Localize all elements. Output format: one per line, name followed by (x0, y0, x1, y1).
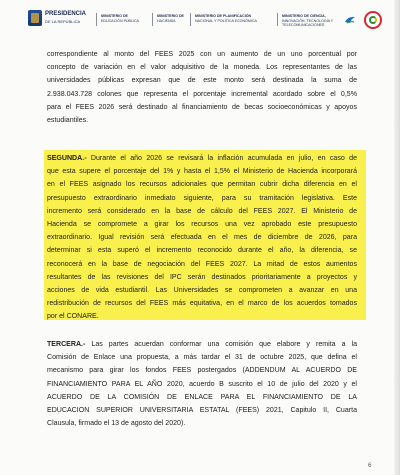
paragraph-first (47, 48, 357, 127)
text-line: por el CONARE. (47, 313, 99, 321)
text-line: concepto de variación en el valor adquisitivo de la moneda. Los representantes de las (47, 64, 357, 72)
text-line: Comisión de Enlace una propuesta, a más tardar el 31 de octubre 2025, que defina el (47, 354, 357, 362)
page-edge-shadow (394, 0, 400, 475)
text-line: determinar si esta superó el incremento reconocido durante el año, la diferencia, se (47, 247, 357, 255)
ministry-mep: MINISTERIO DE EDUCACIÓN PÚBLICA (101, 14, 139, 23)
text-line: ACUERDO DE LA COMISIÓN DE ENLACE PARA EL FINANCIAMIENTO DE LA (47, 393, 357, 401)
header-divider (96, 13, 97, 26)
clause-segunda (47, 152, 357, 324)
text-line: para el FEES 2026 será destinado al financiamiento de becas socioeconómicas y apoyos (47, 103, 357, 111)
text-line: TERCERA.- Las partes acuerdan conformar una comisión que elabore y remita a la (47, 341, 357, 348)
presidencia-logo (28, 10, 86, 26)
clause-tercera (47, 338, 357, 430)
text-line: en el FEES asignado los recursos adicionales que permitan cubrir dicha diferencia en el (47, 181, 357, 189)
text-line: Hacienda se compromete a girar los recursos una vez aprobado este presupuesto (47, 221, 357, 229)
header-divider (152, 13, 153, 26)
text-line: correspondiente al monto del FEES 2025 con un aumento de un uno porcentual por (47, 51, 357, 58)
coat-of-arms-icon (28, 10, 42, 26)
page-number: 6 (368, 463, 372, 469)
institution-circle-logo-icon (364, 11, 382, 29)
ministry-micitt: MINISTERIO DE CIENCIA, INNOVACIÓN, TECNOLOGÍA Y TELECOMUNICACIONES (282, 14, 334, 27)
text-line: incremento será considerado en la base de cálculo del FEES 2027. El Ministerio de (47, 207, 357, 215)
text-line: FINANCIAMIENTO PARA EL AÑO 2020, acuerdo B suscrito el 10 de julio del 2020 y el (47, 380, 357, 388)
text-line: redistribución de recursos del FEES más equitativa, en el marco de los acuerdos tomados (47, 300, 357, 308)
text-line: extraordinario. Igual revisión será efectuada en el mes de diciembre de 2026, para (47, 234, 357, 242)
bird-logo-icon (344, 14, 356, 26)
text-line: estudiantiles. (47, 117, 89, 125)
clause-heading: SEGUNDA.- (47, 155, 87, 162)
text-line: SEGUNDA.- Durante el año 2026 se revisará la inflación acumulada en julio, en caso de (47, 155, 357, 162)
text-line: reconocerá en la base de negociación del FEES 2027. La mitad de estos aumentos (47, 260, 357, 268)
text-line: resultantes de las revisiones del IPC serán destinados prioritariamente a proyectos y (47, 273, 357, 281)
presidencia-title: PRESIDENCIA (45, 11, 87, 17)
header-divider (277, 13, 278, 26)
text-line: que esta supere el porcentaje del 1% y hasta el 1,5% el Ministerio de Hacienda incorporará (47, 168, 357, 176)
text-line: EDUCACION SUPERIOR UNIVERSITARIA ESTATAL (FEES) 2021, Capitulo II, Cuarta (47, 407, 357, 415)
text-line: mecanismo para girar los fondos FEES postergados (ADDENDUM AL ACUERDO DE (47, 367, 357, 375)
text-line: 2.938.043.728 colones que representa el porcentaje incremental acordado sobre el 0,5% (47, 90, 357, 98)
text-line: universidades públicas expresan que de este monto será destinada la suma de (47, 77, 357, 85)
ministry-hacienda: MINISTERIO DE HACIENDA (157, 14, 184, 23)
presidencia-subtitle: DE LA REPÚBLICA (45, 19, 81, 24)
ministry-mideplan: MINISTERIO DE PLANIFICACIÓN NACIONAL Y POLÍTICA ECONÓMICA (195, 14, 257, 23)
letterhead (0, 10, 400, 36)
header-divider (190, 13, 191, 26)
text-line: presupuesto extraordinario inmediato siguiente, para su tramitación legislativa. Este (47, 194, 357, 202)
clause-heading: TERCERA.- (47, 341, 86, 348)
text-line: Clausula, firmado el 13 de agosto del 2020). (47, 420, 186, 428)
text-line: acciones de vida estudiantil. Las Universidades se comprometen a avanzar en una (47, 287, 357, 295)
